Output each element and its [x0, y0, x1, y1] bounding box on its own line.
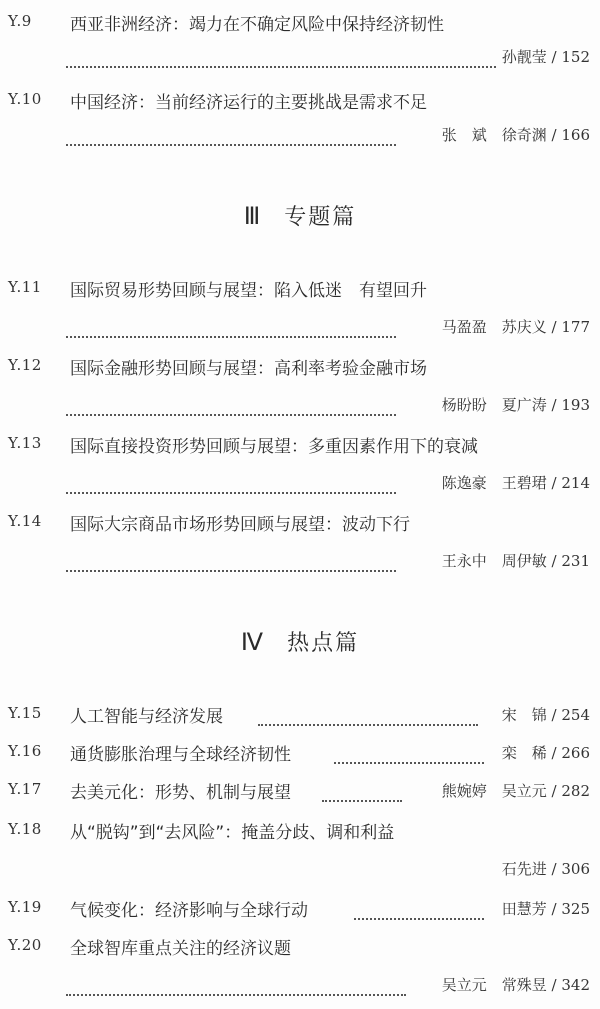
entry-title: 全球智库重点关注的经济议题 [70, 939, 291, 959]
toc-entry [0, 738, 600, 768]
entry-byline: 孙靓莹 / 152 [498, 46, 590, 67]
dot-leader [322, 782, 402, 802]
entry-title: 去美元化：形势、机制与展望 [70, 783, 291, 803]
toc-entry [0, 352, 600, 382]
dot-leader [66, 474, 396, 494]
entry-byline: 王永中 周伊敏 / 231 [438, 550, 590, 571]
entry-title: 国际金融形势回顾与展望：高利率考验金融市场 [70, 359, 427, 379]
dot-leader [66, 318, 396, 338]
entry-byline: 马盈盈 苏庆义 / 177 [438, 316, 590, 337]
dot-leader [66, 396, 396, 416]
toc-entry [0, 816, 600, 846]
toc-entry-byline-row [0, 390, 600, 420]
toc-entry [0, 894, 600, 924]
dot-leader [334, 744, 484, 764]
toc-entry [0, 274, 600, 304]
entry-title: 从“脱钩”到“去风险”：掩盖分歧、调和利益 [70, 823, 395, 843]
entry-byline: 栾 稀 / 266 [498, 742, 590, 763]
entry-number: Y.14 [8, 512, 42, 530]
toc-entry [0, 508, 600, 538]
toc-entry-byline-row [0, 854, 600, 884]
entry-number: Y.18 [8, 820, 42, 838]
entry-byline: 宋 锦 / 254 [498, 704, 590, 725]
entry-byline: 田慧芳 / 325 [498, 898, 590, 919]
entry-title: 通货膨胀治理与全球经济韧性 [70, 745, 291, 765]
toc-entry [0, 700, 600, 730]
entry-number: Y.10 [8, 90, 42, 108]
toc-entry-byline-row [0, 468, 600, 498]
dot-leader [66, 552, 396, 572]
entry-title: 国际贸易形势回顾与展望：陷入低迷 有望回升 [70, 281, 427, 301]
entry-number: Y.16 [8, 742, 42, 760]
dot-leader [354, 900, 484, 920]
toc-entry [0, 776, 600, 806]
toc-entry-byline-row [0, 42, 600, 72]
entry-number: Y.15 [8, 704, 42, 722]
entry-title: 中国经济：当前经济运行的主要挑战是需求不足 [70, 93, 427, 113]
entry-title: 气候变化：经济影响与全球行动 [70, 901, 308, 921]
toc-entry [0, 932, 600, 962]
section-name: 热点篇 [287, 631, 360, 656]
section-roman-numeral: Ⅳ [240, 630, 266, 656]
dot-leader [258, 706, 478, 726]
toc-entry [0, 8, 600, 38]
toc-entry [0, 430, 600, 460]
section-name: 专题篇 [284, 205, 357, 230]
entry-byline: 吴立元 常殊昱 / 342 [438, 974, 590, 995]
entry-byline: 陈逸豪 王碧珺 / 214 [438, 472, 590, 493]
entry-byline: 张 斌 徐奇渊 / 166 [438, 124, 590, 145]
entry-byline: 杨盼盼 夏广涛 / 193 [438, 394, 590, 415]
toc-entry [0, 86, 600, 116]
entry-number: Y.13 [8, 434, 42, 452]
entry-number: Y.9 [8, 12, 32, 30]
toc-entry-byline-row [0, 312, 600, 342]
section-roman-numeral: Ⅲ [243, 204, 263, 230]
entry-title: 国际大宗商品市场形势回顾与展望：波动下行 [70, 515, 410, 535]
section-heading [0, 200, 600, 231]
entry-title: 国际直接投资形势回顾与展望：多重因素作用下的衰减 [70, 437, 478, 457]
entry-number: Y.20 [8, 936, 42, 954]
toc-entry-byline-row [0, 546, 600, 576]
dot-leader [66, 126, 396, 146]
entry-title: 人工智能与经济发展 [70, 707, 223, 727]
entry-number: Y.19 [8, 898, 42, 916]
dot-leader [66, 976, 406, 996]
entry-number: Y.11 [8, 278, 42, 296]
toc-entry-byline-row [0, 120, 600, 150]
entry-byline: 熊婉婷 吴立元 / 282 [438, 780, 590, 801]
dot-leader [66, 48, 496, 68]
entry-title: 西亚非洲经济：竭力在不确定风险中保持经济韧性 [70, 15, 444, 35]
section-heading [0, 626, 600, 657]
entry-byline: 石先进 / 306 [498, 858, 590, 879]
entry-number: Y.12 [8, 356, 42, 374]
entry-number: Y.17 [8, 780, 42, 798]
toc-entry-byline-row [0, 970, 600, 1000]
